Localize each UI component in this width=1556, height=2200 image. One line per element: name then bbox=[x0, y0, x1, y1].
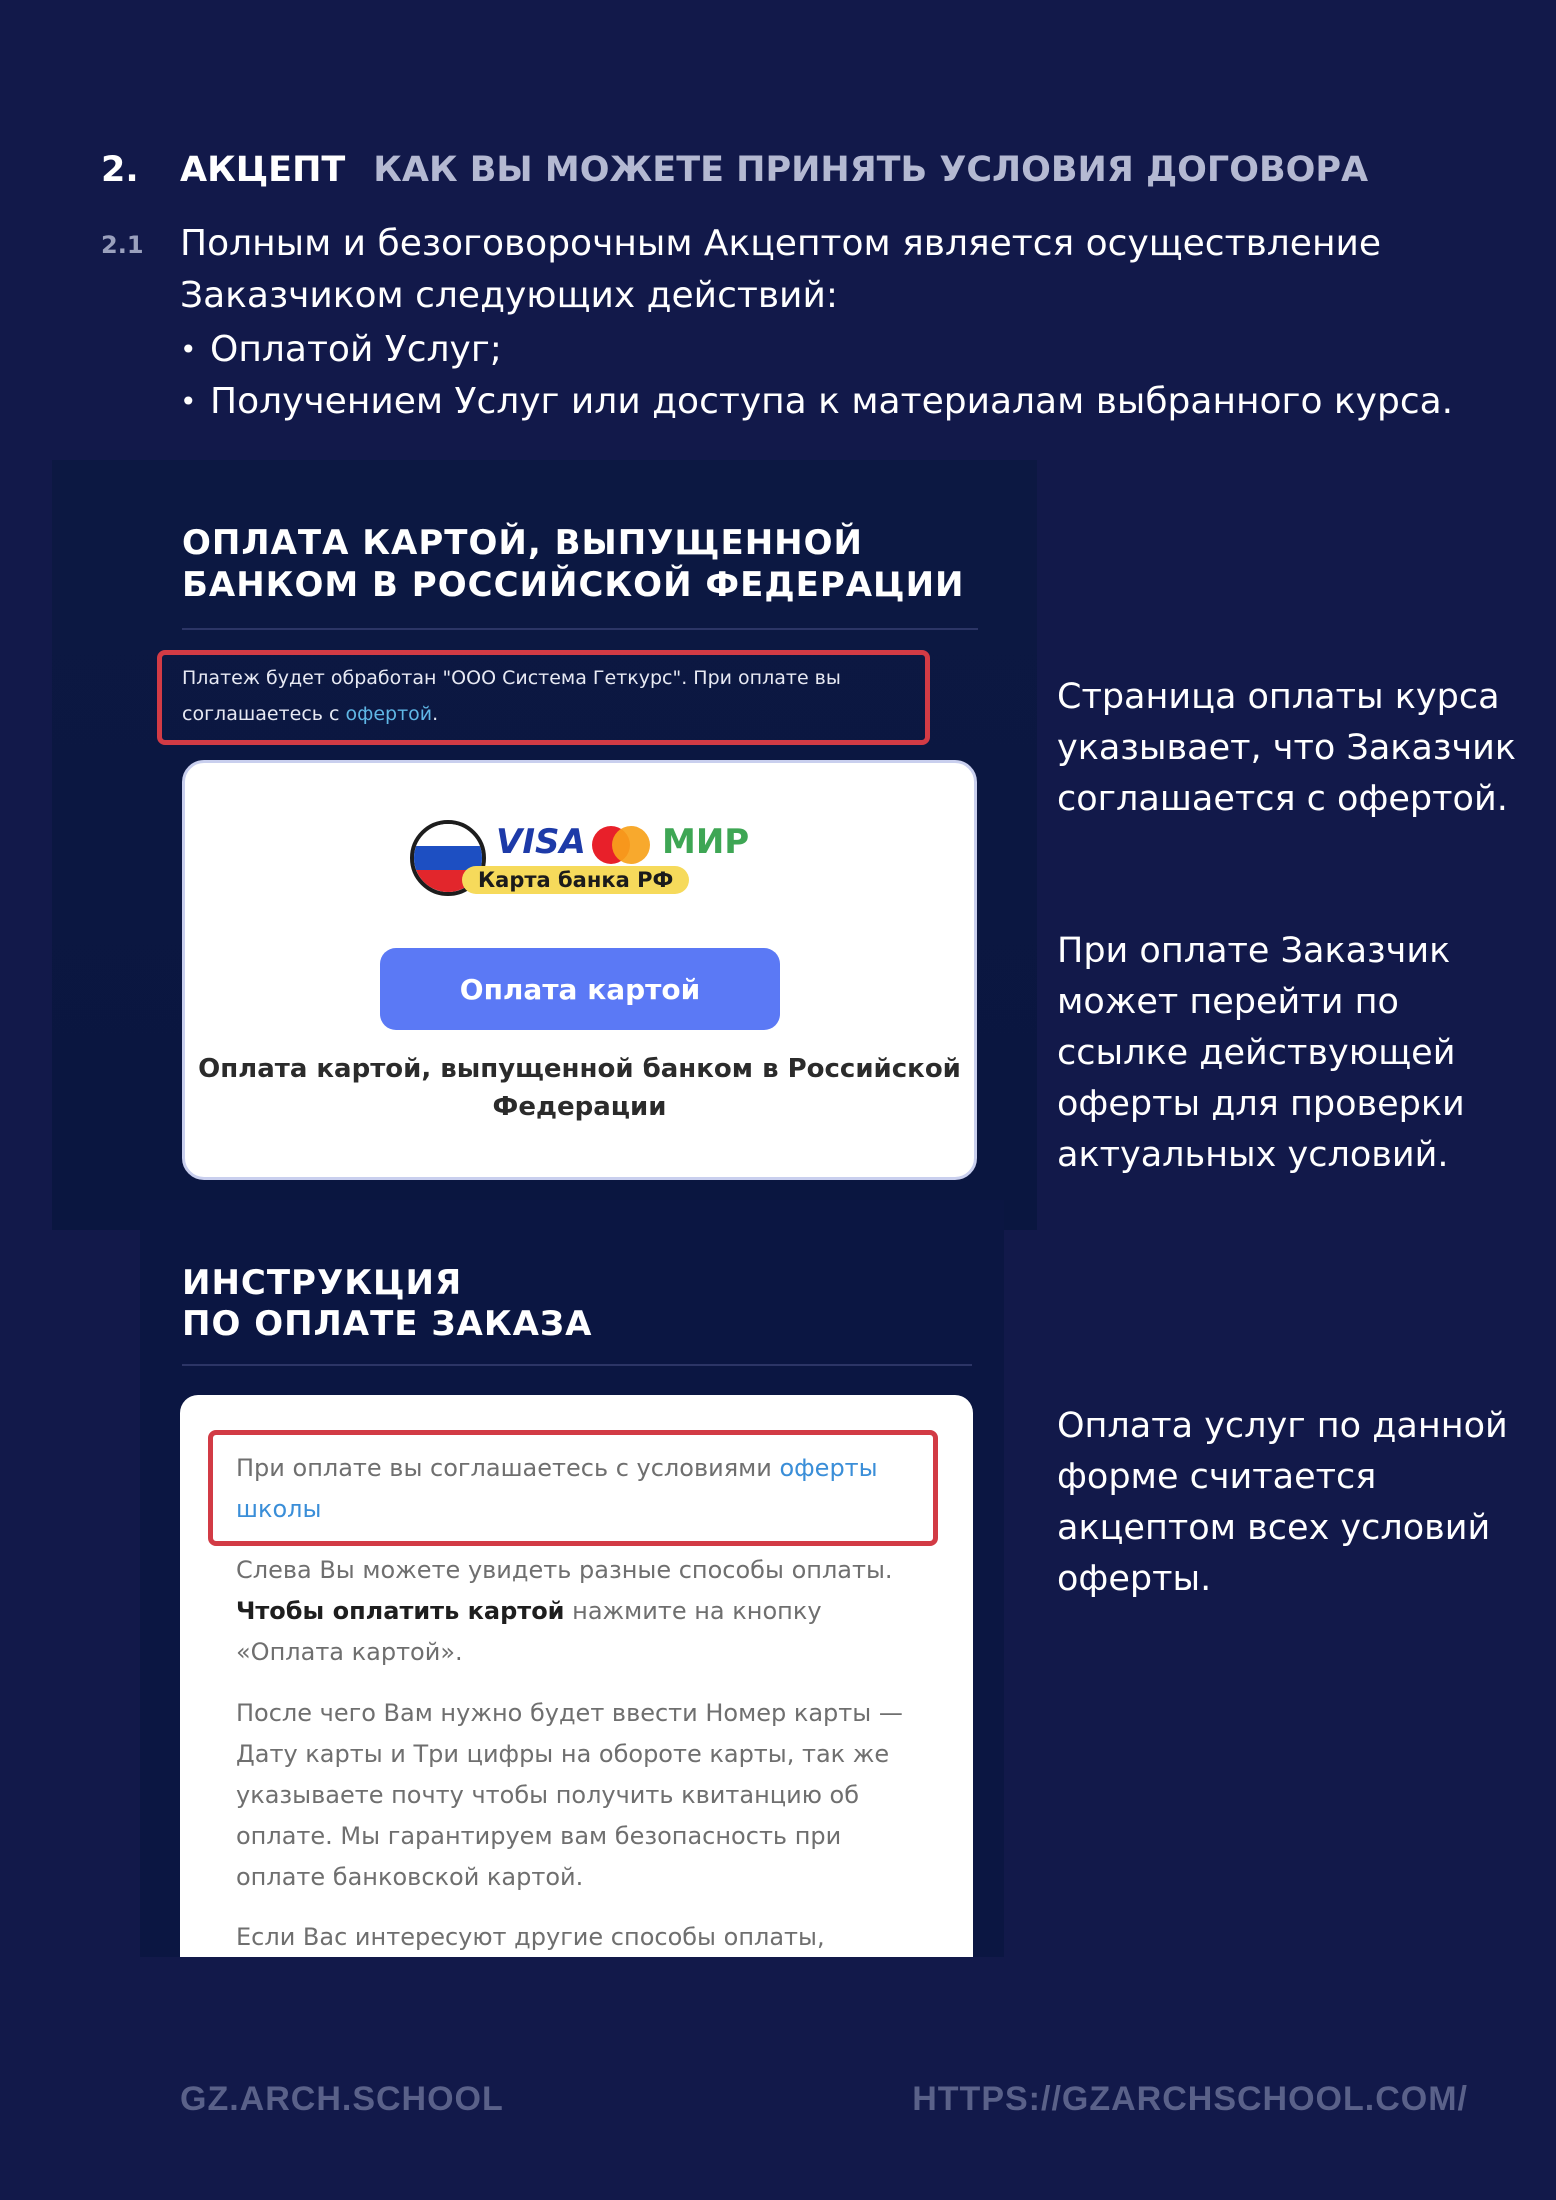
clause-bullet-item: • Получением Услуг или доступа к материалам выбранного курса. bbox=[180, 376, 1453, 428]
payment-screenshot-heading-line2: БАНКОМ В РОССИЙСКОЙ ФЕДЕРАЦИИ bbox=[182, 565, 965, 605]
payment-caption: Оплата картой, выпущенной банком в Российской Федерации bbox=[198, 1054, 961, 1122]
instruction-heading-line1: ИНСТРУКЦИЯ bbox=[182, 1263, 463, 1303]
instruction-text: нажмите на кнопку «Оплата картой». bbox=[236, 1597, 822, 1666]
side-note-offer-link: При оплате Заказчик может перейти по ссылке действующей оферты для проверки актуальных условий. bbox=[1057, 931, 1465, 1175]
offer-consent-text: При оплате вы соглашаетесь с условиями bbox=[236, 1454, 780, 1482]
card-badge: Карта банка РФ bbox=[462, 866, 689, 894]
payment-screenshot-heading-line1: ОПЛАТА КАРТОЙ, ВЫПУЩЕННОЙ bbox=[182, 523, 863, 563]
pay-by-card-button[interactable]: Оплата картой bbox=[380, 948, 780, 1030]
side-note-acceptance: Оплата услуг по данной форме считается акцептом всех условий оферты. bbox=[1057, 1406, 1508, 1599]
section-title bbox=[180, 150, 1368, 190]
instruction-text: Слева Вы можете увидеть разные способы оплаты. bbox=[236, 1556, 893, 1584]
divider bbox=[182, 628, 978, 630]
instruction-heading-line2: ПО ОПЛАТЕ ЗАКАЗА bbox=[182, 1304, 593, 1344]
offer-consent-note bbox=[182, 660, 882, 732]
section-subtitle: КАК ВЫ МОЖЕТЕ ПРИНЯТЬ УСЛОВИЯ ДОГОВОРА bbox=[373, 150, 1369, 190]
clause-number: 2.1 bbox=[101, 231, 144, 259]
offer-consent-note bbox=[236, 1448, 926, 1530]
instruction-paragraph: Если Вас интересуют другие способы оплаты, bbox=[236, 1923, 825, 1951]
offer-consent-text: Платеж будет обработан "ООО Система Геткурс". При оплате вы соглашаетесь с bbox=[182, 667, 841, 725]
footer-brand: GZ.ARCH.SCHOOL bbox=[180, 2080, 504, 2118]
mir-logo: МИР bbox=[662, 822, 750, 862]
section-number: 2. bbox=[101, 150, 139, 190]
side-note-offer-page: Страница оплаты курса указывает, что Заказчик соглашается с офертой. bbox=[1057, 677, 1517, 819]
instruction-bold-text: Чтобы оплатить картой bbox=[236, 1597, 565, 1625]
offer-consent-end: . bbox=[432, 703, 439, 725]
offer-link[interactable]: офертой bbox=[345, 703, 433, 725]
instruction-paragraph bbox=[236, 1550, 926, 1673]
clause-text: Полным и безоговорочным Акцептом является осуществление Заказчиком следующих действий: bbox=[180, 223, 1382, 316]
footer-url[interactable]: HTTPS://GZARCHSCHOOL.COM/ bbox=[912, 2080, 1468, 2118]
instruction-paragraph: После чего Вам нужно будет ввести Номер карты — Дату карты и Три цифры на обороте карты, так же указываете почту чтобы получить квитанцию об оплате. Мы гарантируем вам безопасность при оплате банковской картой. bbox=[236, 1699, 903, 1891]
mastercard-logo-icon bbox=[612, 826, 650, 864]
clause-bullet-list bbox=[180, 324, 1453, 428]
section-title-main: АКЦЕПТ bbox=[180, 150, 346, 190]
visa-logo: VISA bbox=[496, 822, 586, 862]
clause-bullet-item: • Оплатой Услуг; bbox=[180, 324, 1453, 376]
school-offer-link[interactable]: оферты школы bbox=[236, 1454, 878, 1523]
divider bbox=[182, 1364, 972, 1366]
